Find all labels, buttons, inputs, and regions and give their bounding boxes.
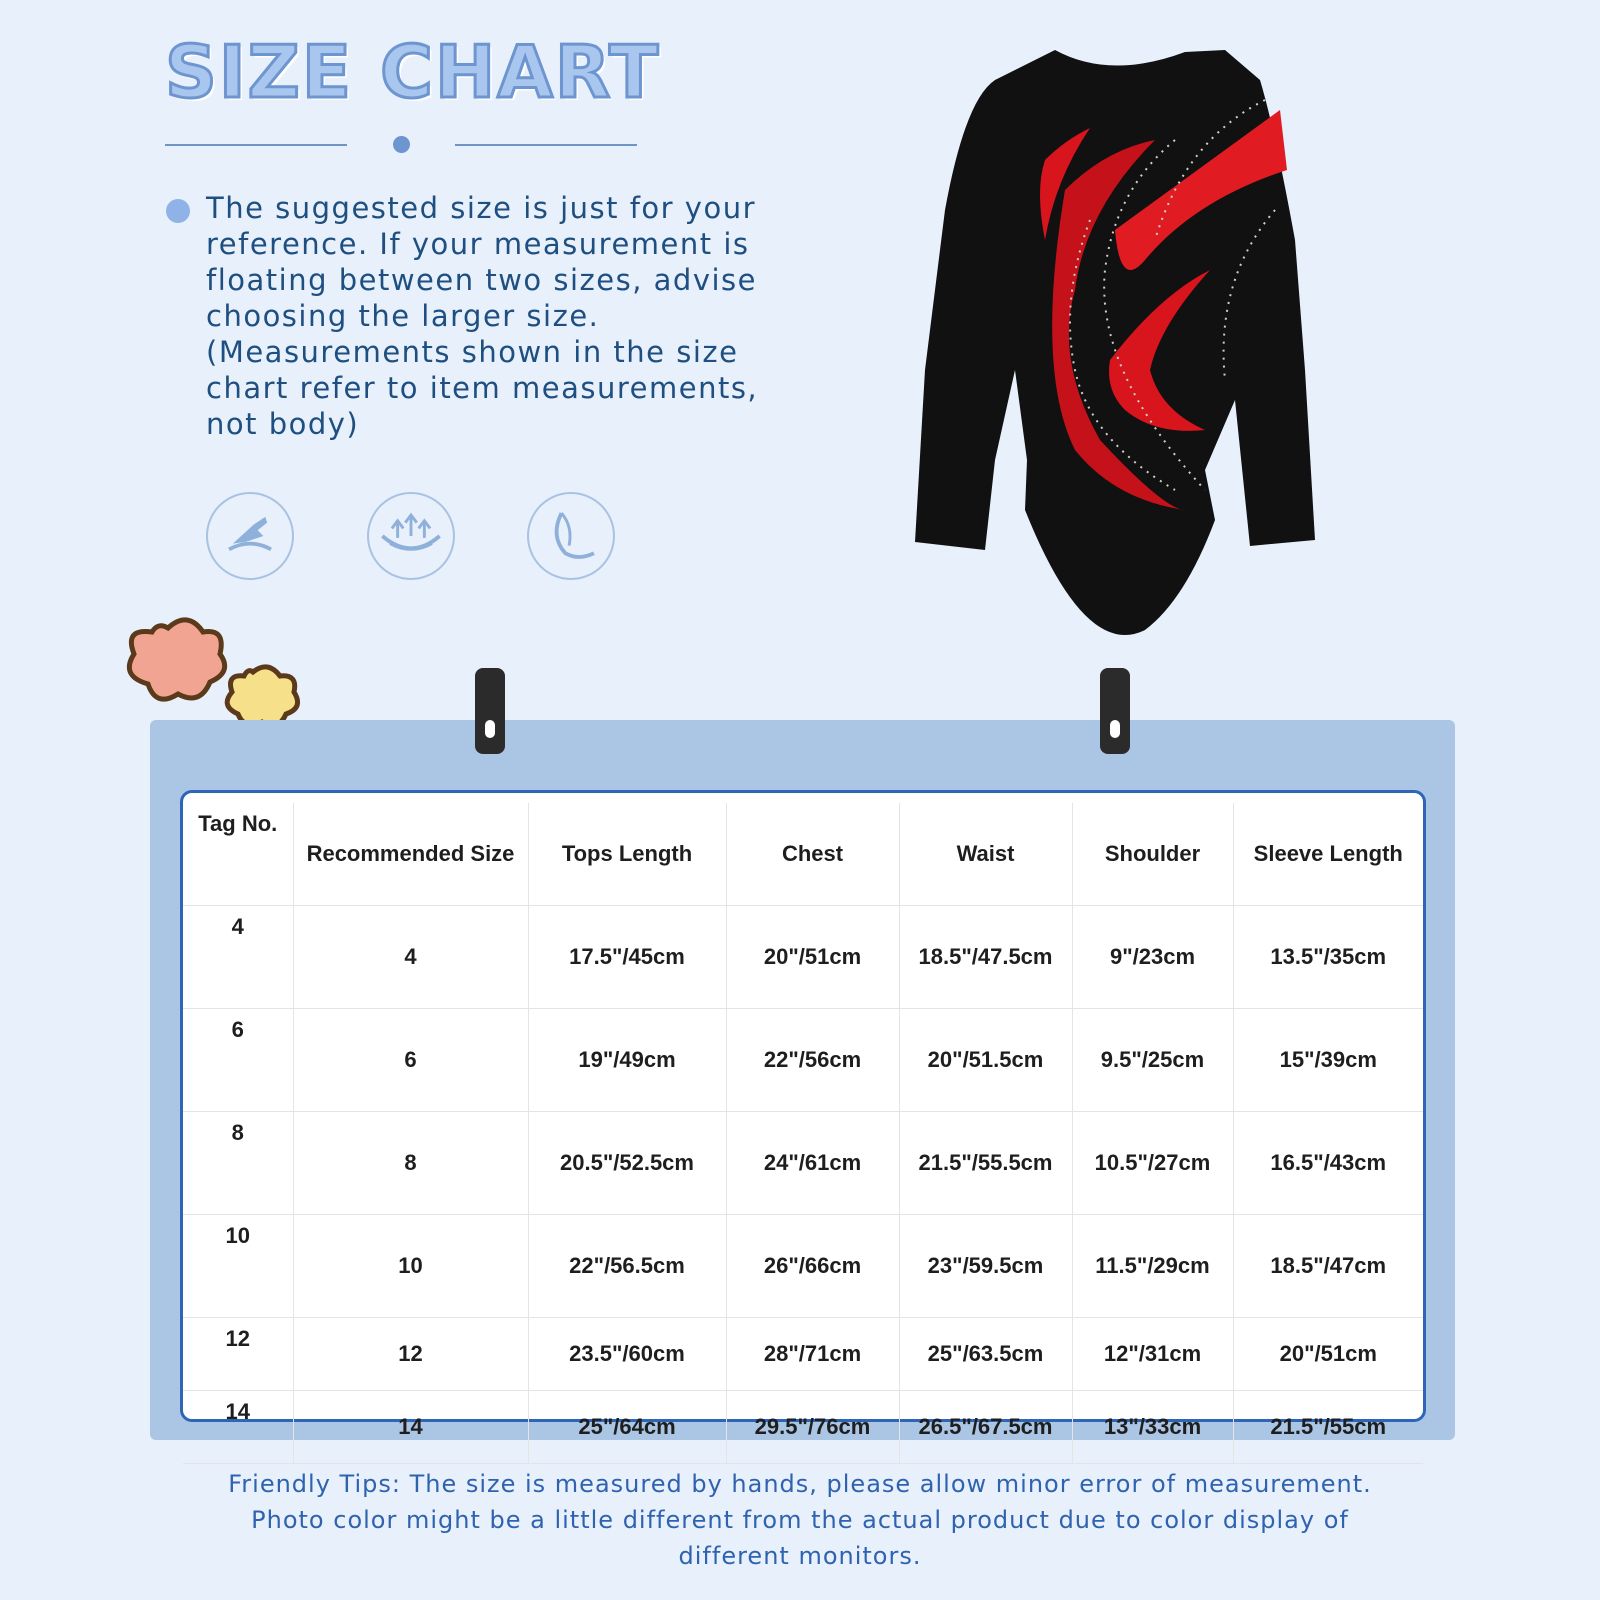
table-cell: 20"/51cm bbox=[726, 906, 899, 1009]
table-row bbox=[183, 906, 1423, 1009]
page-title: SIZE CHART bbox=[165, 30, 661, 114]
table-cell: 12 bbox=[293, 1318, 528, 1391]
table-row bbox=[183, 1391, 1423, 1464]
column-header: Chest bbox=[726, 803, 899, 906]
table-cell: 10 bbox=[183, 1215, 293, 1318]
table-cell: 18.5"/47cm bbox=[1233, 1215, 1423, 1318]
table-cell: 20.5"/52.5cm bbox=[528, 1112, 726, 1215]
table-cell: 13"/33cm bbox=[1072, 1391, 1233, 1464]
do-not-tumble-dry-icon bbox=[367, 492, 455, 580]
table-cell: 4 bbox=[183, 906, 293, 1009]
table-cell: 10.5"/27cm bbox=[1072, 1112, 1233, 1215]
table-cell: 15"/39cm bbox=[1233, 1009, 1423, 1112]
title-divider-right bbox=[455, 144, 637, 146]
table-cell: 24"/61cm bbox=[726, 1112, 899, 1215]
column-header: Waist bbox=[899, 803, 1072, 906]
title-divider-left bbox=[165, 144, 347, 146]
size-advice-note: The suggested size is just for your reference. If your measurement is floating between two sizes, advise choosing the larger size. (Measurements shown in the size chart refer to item measurements, not body) bbox=[206, 191, 759, 441]
title-divider-dot bbox=[393, 136, 410, 153]
table-cell: 9.5"/25cm bbox=[1072, 1009, 1233, 1112]
table-cell: 18.5"/47.5cm bbox=[899, 906, 1072, 1009]
table-cell: 21.5"/55cm bbox=[1233, 1391, 1423, 1464]
table-row bbox=[183, 1215, 1423, 1318]
table-row bbox=[183, 1318, 1423, 1391]
table-cell: 12"/31cm bbox=[1072, 1318, 1233, 1391]
table-cell: 14 bbox=[293, 1391, 528, 1464]
table-cell: 25"/64cm bbox=[528, 1391, 726, 1464]
table-cell: 23.5"/60cm bbox=[528, 1318, 726, 1391]
table-cell: 17.5"/45cm bbox=[528, 906, 726, 1009]
table-cell: 16.5"/43cm bbox=[1233, 1112, 1423, 1215]
table-row bbox=[183, 1009, 1423, 1112]
hand-wash-icon bbox=[206, 492, 294, 580]
leotard-product-image bbox=[915, 40, 1435, 650]
column-header: Tops Length bbox=[528, 803, 726, 906]
note-bullet bbox=[166, 199, 190, 223]
column-header: Tag No. bbox=[183, 803, 293, 906]
table-cell: 9"/23cm bbox=[1072, 906, 1233, 1009]
table-cell: 19"/49cm bbox=[528, 1009, 726, 1112]
table-cell: 8 bbox=[293, 1112, 528, 1215]
size-table-card bbox=[180, 790, 1426, 1439]
column-header: Sleeve Length bbox=[1233, 803, 1423, 906]
table-cell: 26"/66cm bbox=[726, 1215, 899, 1318]
table-cell: 12 bbox=[183, 1318, 293, 1391]
table-cell: 28"/71cm bbox=[726, 1318, 899, 1391]
table-cell: 20"/51cm bbox=[1233, 1318, 1423, 1391]
friendly-tips: Friendly Tips: The size is measured by hands, please allow minor error of measurement. Photo color might be a little different from the actual product due to color display of different monitors. bbox=[228, 1470, 1372, 1570]
table-cell: 4 bbox=[293, 906, 528, 1009]
table-cell: 26.5"/67.5cm bbox=[899, 1391, 1072, 1464]
table-cell: 14 bbox=[183, 1391, 293, 1464]
table-cell: 23"/59.5cm bbox=[899, 1215, 1072, 1318]
feather-soft-icon bbox=[527, 492, 615, 580]
table-cell: 22"/56cm bbox=[726, 1009, 899, 1112]
table-header-row bbox=[183, 803, 1423, 906]
table-cell: 25"/63.5cm bbox=[899, 1318, 1072, 1391]
table-cell: 22"/56.5cm bbox=[528, 1215, 726, 1318]
table-cell: 21.5"/55.5cm bbox=[899, 1112, 1072, 1215]
table-cell: 11.5"/29cm bbox=[1072, 1215, 1233, 1318]
table-row bbox=[183, 1112, 1423, 1215]
table-cell: 29.5"/76cm bbox=[726, 1391, 899, 1464]
column-header: Shoulder bbox=[1072, 803, 1233, 906]
table-cell: 6 bbox=[183, 1009, 293, 1112]
table-cell: 6 bbox=[293, 1009, 528, 1112]
board-clip-right bbox=[1100, 668, 1130, 754]
board-clip-left bbox=[475, 668, 505, 754]
table-cell: 13.5"/35cm bbox=[1233, 906, 1423, 1009]
column-header: Recommended Size bbox=[293, 803, 528, 906]
table-cell: 8 bbox=[183, 1112, 293, 1215]
size-table bbox=[183, 803, 1423, 1464]
table-cell: 10 bbox=[293, 1215, 528, 1318]
table-cell: 20"/51.5cm bbox=[899, 1009, 1072, 1112]
